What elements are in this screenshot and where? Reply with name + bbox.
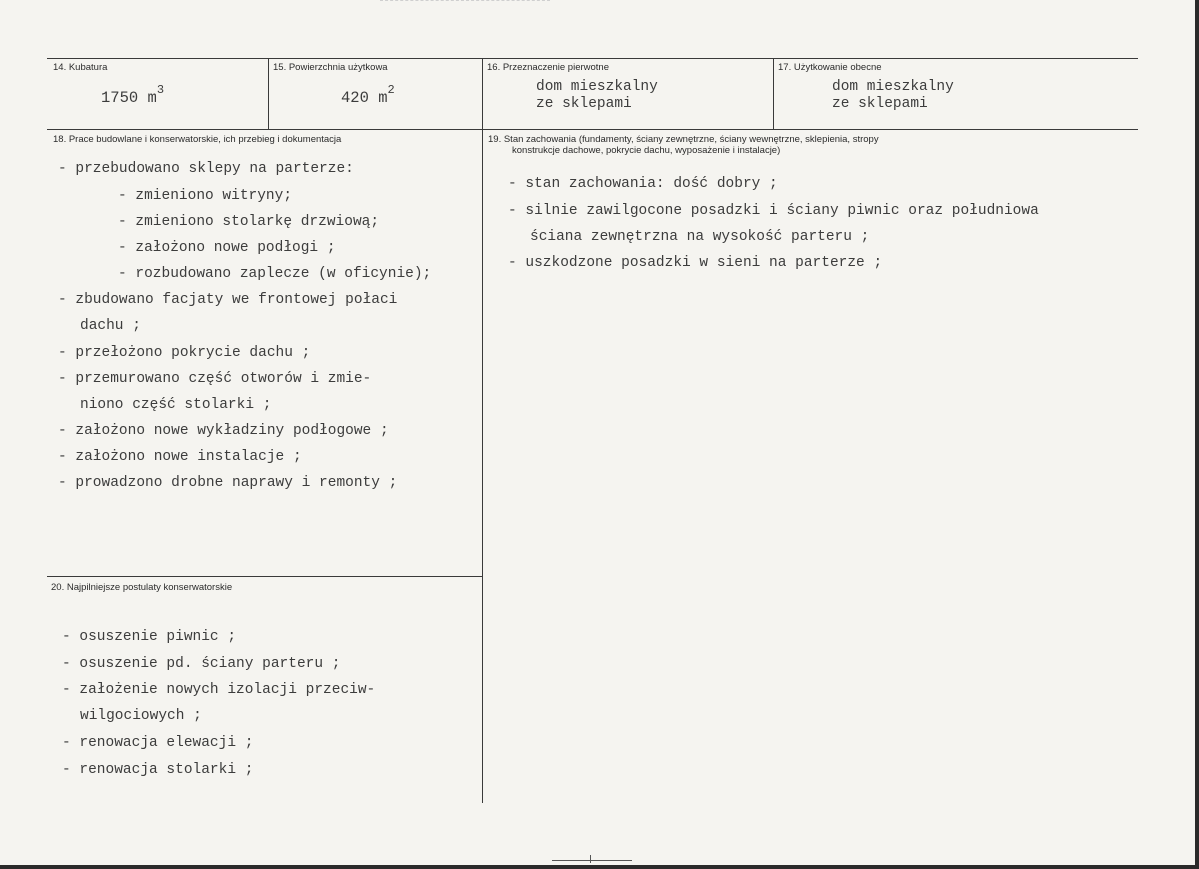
f18-line: - prowadzono drobne naprawy i remonty ; [58, 475, 398, 491]
f20-line: - założenie nowych izolacji przeciw- [62, 682, 376, 698]
bottom-registration-tick [590, 855, 591, 863]
field-16-value-1: dom mieszkalny [536, 79, 658, 95]
f20-line: - osuszenie pd. ściany parteru ; [62, 656, 341, 672]
f18-line: - rozbudowano zaplecze (w oficynie); [118, 266, 432, 282]
f18-line: - zbudowano facjaty we frontowej połaci [58, 292, 398, 308]
divider-top [47, 58, 1138, 59]
bottom-registration-mark [552, 860, 632, 861]
field-20-label: 20. Najpilniejsze postulaty konserwatorskie [51, 582, 233, 593]
f20-line: - renowacja elewacji ; [62, 735, 254, 751]
field-15-label: 15. Powierzchnia użytkowa [273, 62, 388, 73]
divider-section20 [47, 576, 483, 577]
divider-center [482, 58, 483, 803]
f18-line: dachu ; [80, 318, 141, 334]
f18-line: - założono nowe instalacje ; [58, 449, 302, 465]
field-16-value-2: ze sklepami [536, 96, 632, 112]
field-16-label: 16. Przeznaczenie pierwotne [487, 62, 609, 73]
f18-line: - zmieniono stolarkę drzwiową; [118, 214, 380, 230]
scan-artifact [380, 0, 550, 5]
f19-line: ściana zewnętrzna na wysokość parteru ; [530, 229, 870, 245]
f18-line: - przełożono pokrycie dachu ; [58, 345, 311, 361]
f18-line: - założono nowe wykładziny podłogowe ; [58, 423, 389, 439]
field-17-value-2: ze sklepami [832, 96, 928, 112]
f20-line: - renowacja stolarki ; [62, 762, 254, 778]
field-17-value-1: dom mieszkalny [832, 79, 954, 95]
field-19-label-cont: konstrukcje dachowe, pokrycie dachu, wyposażenie i instalacje) [512, 145, 781, 156]
f18-line: - przemurowano część otworów i zmie- [58, 371, 372, 387]
field-14-label: 14. Kubatura [53, 62, 108, 73]
f18-line: - założono nowe podłogi ; [118, 240, 336, 256]
f20-line: wilgociowych ; [80, 708, 202, 724]
field-17-label: 17. Użytkowanie obecne [778, 62, 882, 73]
field-14-value [101, 83, 165, 107]
divider-col-14-15 [268, 58, 269, 130]
divider-row1 [47, 129, 1138, 130]
field-15-value [341, 83, 395, 107]
f19-line: - uszkodzone posadzki w sieni na parterze ; [508, 255, 883, 271]
f20-line: - osuszenie piwnic ; [62, 629, 237, 645]
f19-line: - silnie zawilgocone posadzki i ściany piwnic oraz południowa [508, 203, 1039, 219]
field-15-unit-exponent: 2 [387, 83, 395, 97]
field-18-label: 18. Prace budowlane i konserwatorskie, ich przebieg i dokumentacja [53, 134, 342, 145]
f18-line: - przebudowano sklepy na parterze: [58, 161, 354, 177]
field-19-label: 19. Stan zachowania (fundamenty, ściany zewnętrzne, ściany wewnętrzne, sklepienia, stropy [488, 134, 879, 145]
f18-line: - zmieniono witryny; [118, 188, 293, 204]
f18-line: niono część stolarki ; [80, 397, 272, 413]
field-14-number: 1750 m [101, 89, 157, 107]
divider-col-16-17 [773, 58, 774, 130]
field-14-unit-exponent: 3 [156, 83, 165, 97]
field-15-number: 420 m [341, 89, 388, 107]
f19-line: - stan zachowania: dość dobry ; [508, 176, 778, 192]
